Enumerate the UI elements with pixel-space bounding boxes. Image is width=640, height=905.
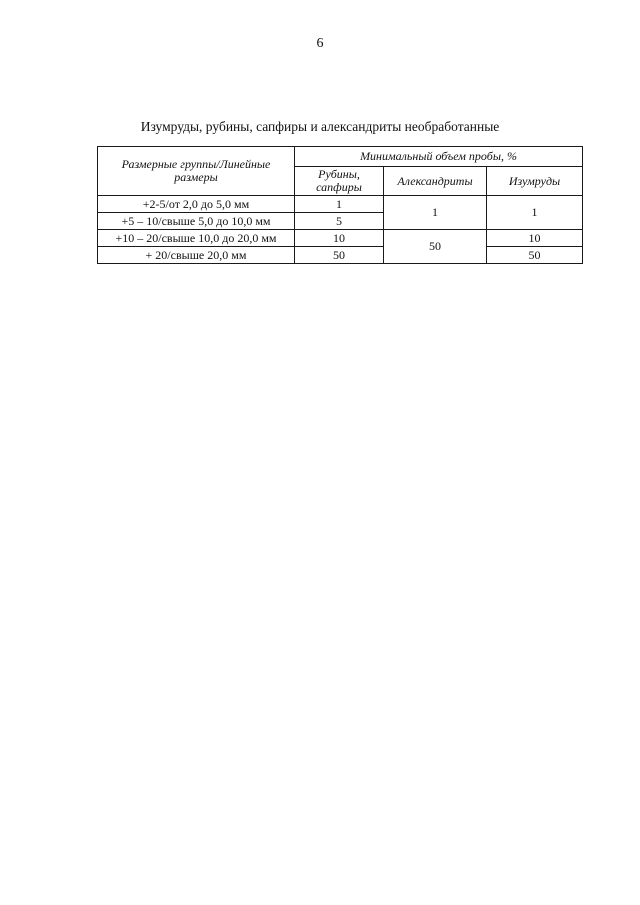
emeralds-cell: 10 xyxy=(487,230,583,247)
sample-volume-table xyxy=(97,146,583,264)
size-group-cell: +2-5/от 2,0 до 5,0 мм xyxy=(98,196,295,213)
header-alexandrites: Александриты xyxy=(384,167,487,196)
header-min-sample-volume: Минимальный объем пробы, % xyxy=(295,147,583,167)
header-size-groups: Размерные группы/Линейные размеры xyxy=(98,147,295,196)
header-emeralds: Изумруды xyxy=(487,167,583,196)
alexandrites-cell-merged: 1 xyxy=(384,196,487,230)
table-row xyxy=(98,247,583,264)
size-group-cell: + 20/свыше 20,0 мм xyxy=(98,247,295,264)
rubies-sapphires-cell: 1 xyxy=(295,196,384,213)
rubies-sapphires-cell: 50 xyxy=(295,247,384,264)
table-row xyxy=(98,230,583,247)
emeralds-cell: 50 xyxy=(487,247,583,264)
table-row xyxy=(98,196,583,213)
header-rubies-sapphires: Рубины, сапфиры xyxy=(295,167,384,196)
rubies-sapphires-cell: 5 xyxy=(295,213,384,230)
size-group-cell: +5 – 10/свыше 5,0 до 10,0 мм xyxy=(98,213,295,230)
table-title: Изумруды, рубины, сапфиры и александриты необработанные xyxy=(140,119,500,134)
size-group-cell: +10 – 20/свыше 10,0 до 20,0 мм xyxy=(98,230,295,247)
rubies-sapphires-cell: 10 xyxy=(295,230,384,247)
alexandrites-cell-merged: 50 xyxy=(384,230,487,264)
emeralds-cell-merged: 1 xyxy=(487,196,583,230)
page-number: 6 xyxy=(316,36,324,51)
